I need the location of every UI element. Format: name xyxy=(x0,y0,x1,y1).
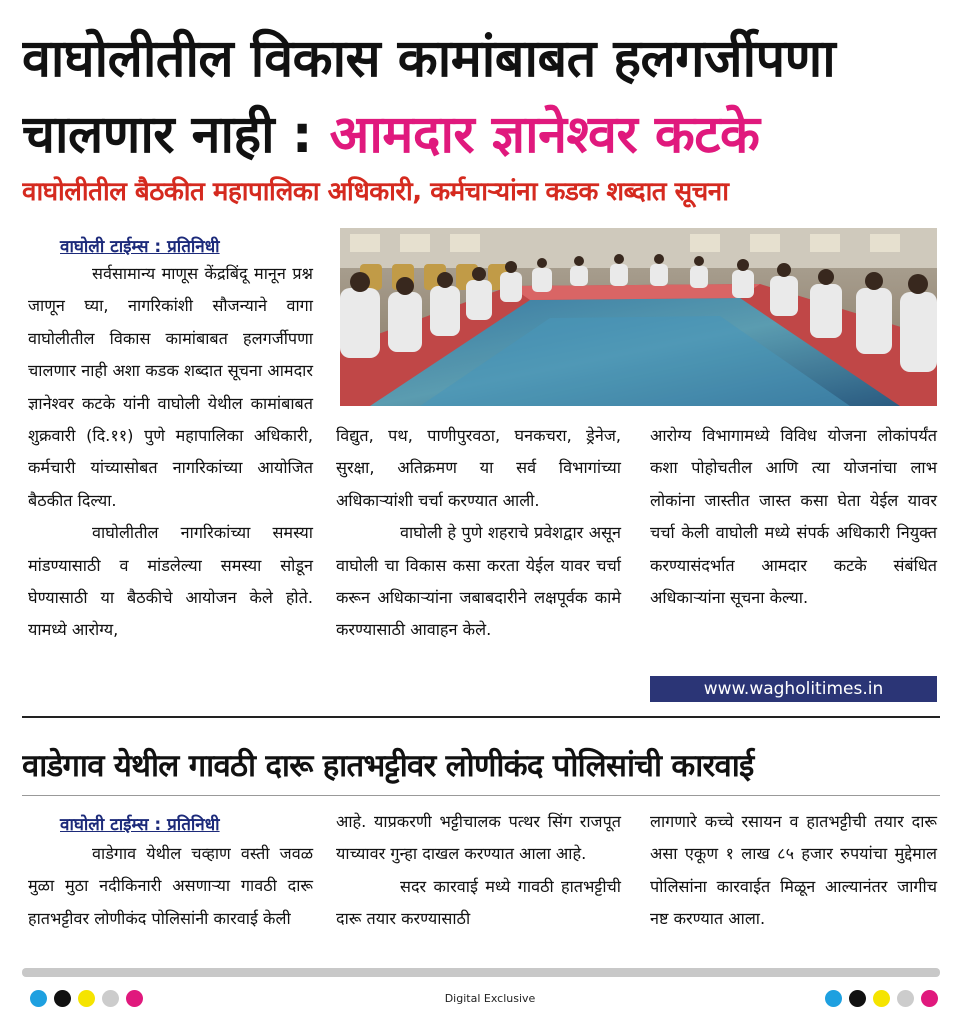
registration-dot-grey-right xyxy=(897,990,914,1007)
article2-col3-paragraph-1: लागणारे कच्चे रसायन व हातभट्टीची तयार दारू असा एकूण १ लाख ८५ हजार रुपयांचा मुद्देमाल पोलिसांना कारवाईत मिळून आल्यानंतर जागीच नष्ट करण्यात आला. xyxy=(650,812,937,929)
article2-byline: वाघोली टाईम्स : प्रतिनिधी xyxy=(60,815,220,835)
article1-col1-paragraph-2: वाघोलीतील नागरिकांच्या समस्या मांडण्यासाठी व मांडलेल्या समस्या सोडून घेण्यासाठी या बैठकीचे आयोजन केले होते. यामध्ये आरोग्य, xyxy=(28,523,313,640)
article1-byline: वाघोली टाईम्स : प्रतिनिधी xyxy=(60,237,220,257)
article2-col1-paragraph-1: वाडेगाव येथील चव्हाण वस्ती जवळ मुळा मुठा नदीकिनारी असणाऱ्या गावठी दारू हातभट्टीवर लोणीकंद पोलिसांनी कारवाई केली xyxy=(28,844,313,928)
article1-column-1 xyxy=(28,258,313,647)
registration-dot-cyan xyxy=(30,990,47,1007)
registration-dot-grey xyxy=(102,990,119,1007)
article1-column-3 xyxy=(650,420,937,614)
main-headline-line2 xyxy=(22,104,942,166)
meeting-photo xyxy=(340,228,937,406)
article2-column-2 xyxy=(336,806,621,936)
article1-col1-paragraph-1: सर्वसामान्य माणूस केंद्रबिंदू मानून प्रश्न जाणून घ्या, नागरिकांशी सौजन्याने वागा वाघोलीतील विकास कामांबाबत हलगर्जीपणा चालणार नाही अशा कडक शब्दात सूचना आमदार ज्ञानेश्वर कटके यांनी वाघोली येथील कामांबाबत शुक्रवारी (दि.११) पुणे महापालिका अधिकारी, कर्मचारी यांच्यासोबत नागरिकांच्या आयोजित बैठकीत दिल्या. xyxy=(28,264,313,510)
headline-underline xyxy=(22,795,940,796)
article2-column-1 xyxy=(28,838,313,935)
article1-col2-paragraph-2: वाघोली हे पुणे शहराचे प्रवेशद्वार असून वाघोली चा विकास कसा करता येईल यावर चर्चा करून अधिकाऱ्यांना जबाबदारीने लक्षपूर्वक कामे करण्यासाठी आवाहन केले. xyxy=(336,523,621,640)
main-headline-line1: वाघोलीतील विकास कामांबाबत हलगर्जीपणा xyxy=(22,29,836,89)
registration-dot-black-right xyxy=(849,990,866,1007)
registration-dot-magenta xyxy=(126,990,143,1007)
footer-label: Digital Exclusive xyxy=(444,992,536,1005)
section-divider xyxy=(22,716,940,718)
article1-col2-paragraph-1: विद्युत, पथ, पाणीपुरवठा, घनकचरा, ड्रेनेज, सुरक्षा, अतिक्रमण या सर्व विभागांच्या अधिकाऱ्यांशी चर्चा करण्यात आली. xyxy=(336,426,621,510)
subheadline: वाघोलीतील बैठकीत महापालिका अधिकारी, कर्मचाऱ्यांना कडक शब्दात सूचना xyxy=(22,177,729,207)
article2-col2-paragraph-1: आहे. याप्रकरणी भट्टीचालक पत्थर सिंग राजपूत याच्यावर गुन्हा दाखल करण्यात आला आहे. xyxy=(336,812,621,864)
registration-dot-yellow xyxy=(78,990,95,1007)
registration-dot-cyan-right xyxy=(825,990,842,1007)
registration-dot-black xyxy=(54,990,71,1007)
registration-dot-yellow-right xyxy=(873,990,890,1007)
article1-col3-paragraph-1: आरोग्य विभागामध्ये विविध योजना लोकांपर्यंत कशा पोहोचतील आणि त्या योजनांचा लाभ लोकांना जास्तीत जास्त कसा घेता येईल यावर चर्चा केली वाघोली मध्ये संपर्क अधिकारी नियुक्त करण्यासंदर्भात आमदार कटके संबंधित अधिकाऱ्यांना सूचना केल्या. xyxy=(650,426,937,608)
registration-dot-magenta-right xyxy=(921,990,938,1007)
article2-col2-paragraph-2: सदर कारवाई मध्ये गावठी हातभट्टीची दारू तयार करण्यासाठी xyxy=(336,876,621,929)
headline-black-part: चालणार नाही : xyxy=(22,105,330,165)
article2-column-3 xyxy=(650,806,937,936)
article1-column-2 xyxy=(336,420,621,647)
website-banner[interactable]: www.wagholitimes.in xyxy=(650,676,937,702)
headline-pink-part: आमदार ज्ञानेश्वर कटके xyxy=(329,105,760,165)
footer-bar xyxy=(22,968,940,977)
second-headline: वाडेगाव येथील गावठी दारू हातभट्टीवर लोणीकंद पोलिसांची कारवाई xyxy=(22,748,754,784)
